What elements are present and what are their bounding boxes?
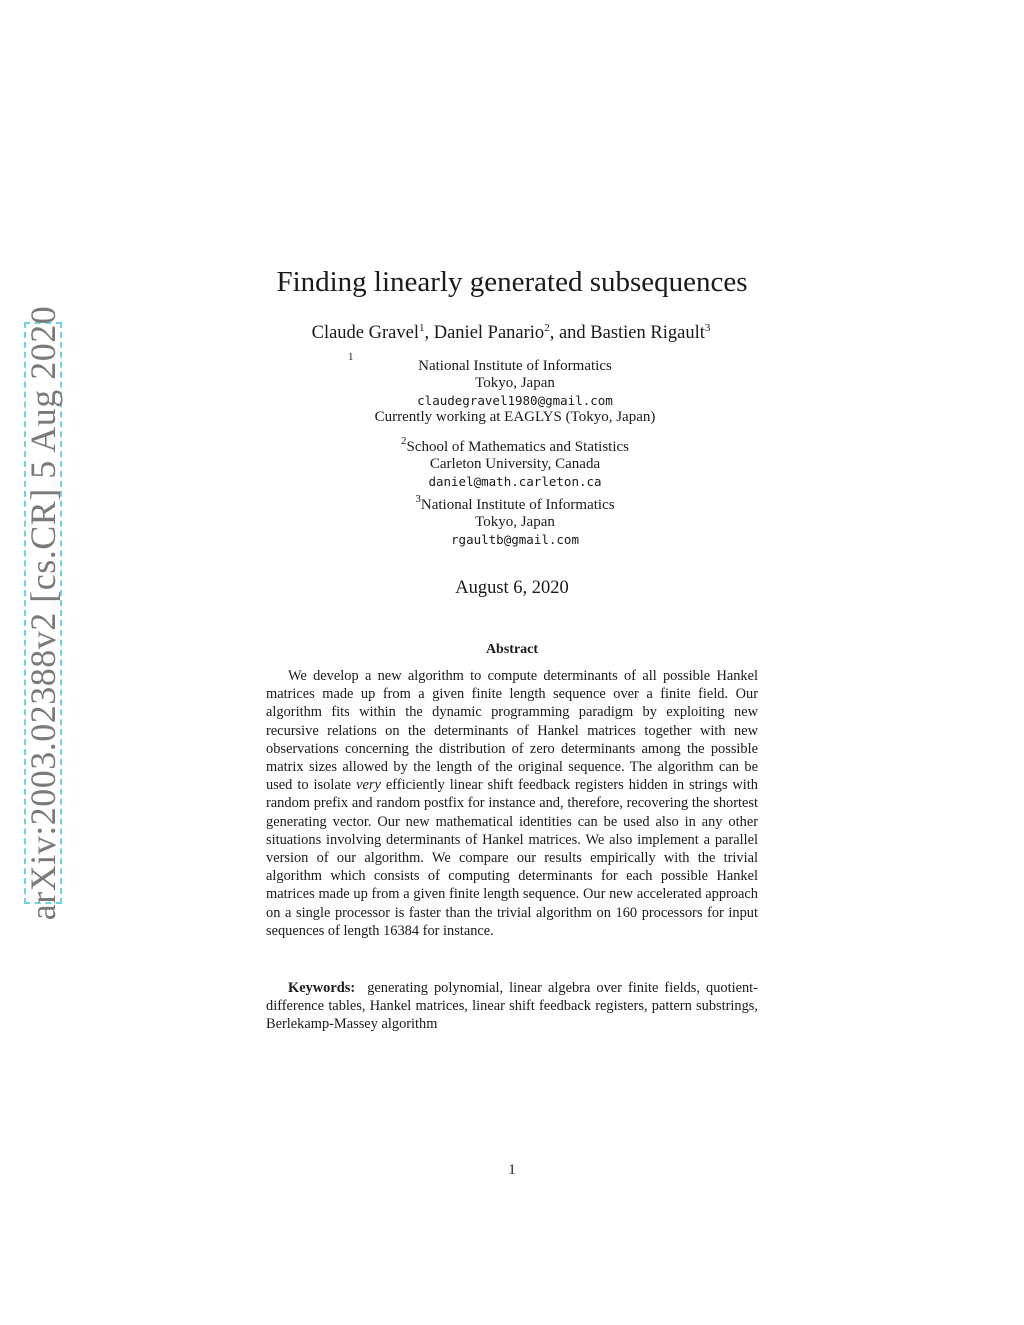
author-list [0,323,1022,344]
affiliation-location: Tokyo, Japan [475,375,555,391]
affiliation-mark: 3 [704,322,711,334]
abstract-heading: Abstract [485,642,539,657]
arxiv-identifier: arXiv:2003.02388v2 [cs.CR] 5 Aug 2020 [23,305,63,921]
abstract-text [266,667,758,940]
abstract-text-part: efficiently linear shift feedback registers hidden in strings with random prefix and random postfix for instance and, therefore, recovering the shortest generating vector. Our new mathematical identities can be used also in any other situations involving determinants of Hankel matrices. We also implement a parallel version of our algorithm. We compare our results empirically with the trivial algorithm which consists of computing determinants for each possible Hankel matrices made up from a given finite length sequence. Our new accelerated approach on a single processor is faster than the trivial algorithm on 160 processors for input sequences of length 16384 for instance. [266,777,759,939]
author-separator: , [424,323,434,343]
affiliation-mark: 1 [418,322,425,334]
page-number: 1 [508,1162,516,1178]
affiliation-email: daniel@math.carleton.ca [428,474,602,489]
affiliation-institution: School of Mathematics and Statistics [406,439,629,455]
author-name: Bastien Rigault [590,323,705,343]
affiliation-institution: National Institute of Informatics [418,358,612,374]
affiliation-note: Currently working at EAGLYS (Tokyo, Japan) [374,409,656,425]
affiliation-mark: 2 [544,322,550,334]
affiliation-mark: 2 [401,435,407,447]
affiliation-mark: 3 [415,493,421,505]
author-separator: , and [549,323,591,343]
affiliation-email: rgaultb@gmail.com [451,532,579,547]
publication-date: August 6, 2020 [455,578,569,598]
abstract-emphasis: very [356,777,381,794]
keywords-label: Keywords: [288,980,356,996]
author-name: Claude Gravel [311,323,419,343]
affiliation-institution: National Institute of Informatics [420,497,615,513]
affiliation-location: Carleton University, Canada [429,456,601,472]
affiliation-mark: 1 [348,351,354,363]
paper-title: Finding linearly generated subsequences [276,266,748,298]
keywords-text: generating polynomial, linear algebra over finite fields, quotient-difference tables, Hankel matrices, linear shift feedback registers, pattern substrings, Berlekamp-Massey algorithm [266,980,758,1033]
affiliation-1 [0,358,1024,426]
affiliation-location: Tokyo, Japan [475,514,555,530]
affiliation-email: claudegravel1980@gmail.com [417,393,613,408]
affiliation-2 [0,435,1024,490]
keywords-paragraph [266,979,758,1034]
abstract-text-part: We develop a new algorithm to compute determinants of all possible Hankel matrices made up from a given finite length sequence over a finite field. Our algorithm fits within the dynamic programming paradigm by exploiting new recursive relations on the determinants of Hankel matrices together with new observations concerning the distribution of zero determinants among the possible matrix sizes allowed by the length of the original sequence. The algorithm can be used to isolate [266,668,758,794]
author-name: Daniel Panario [433,323,545,343]
affiliation-3 [0,493,1024,548]
